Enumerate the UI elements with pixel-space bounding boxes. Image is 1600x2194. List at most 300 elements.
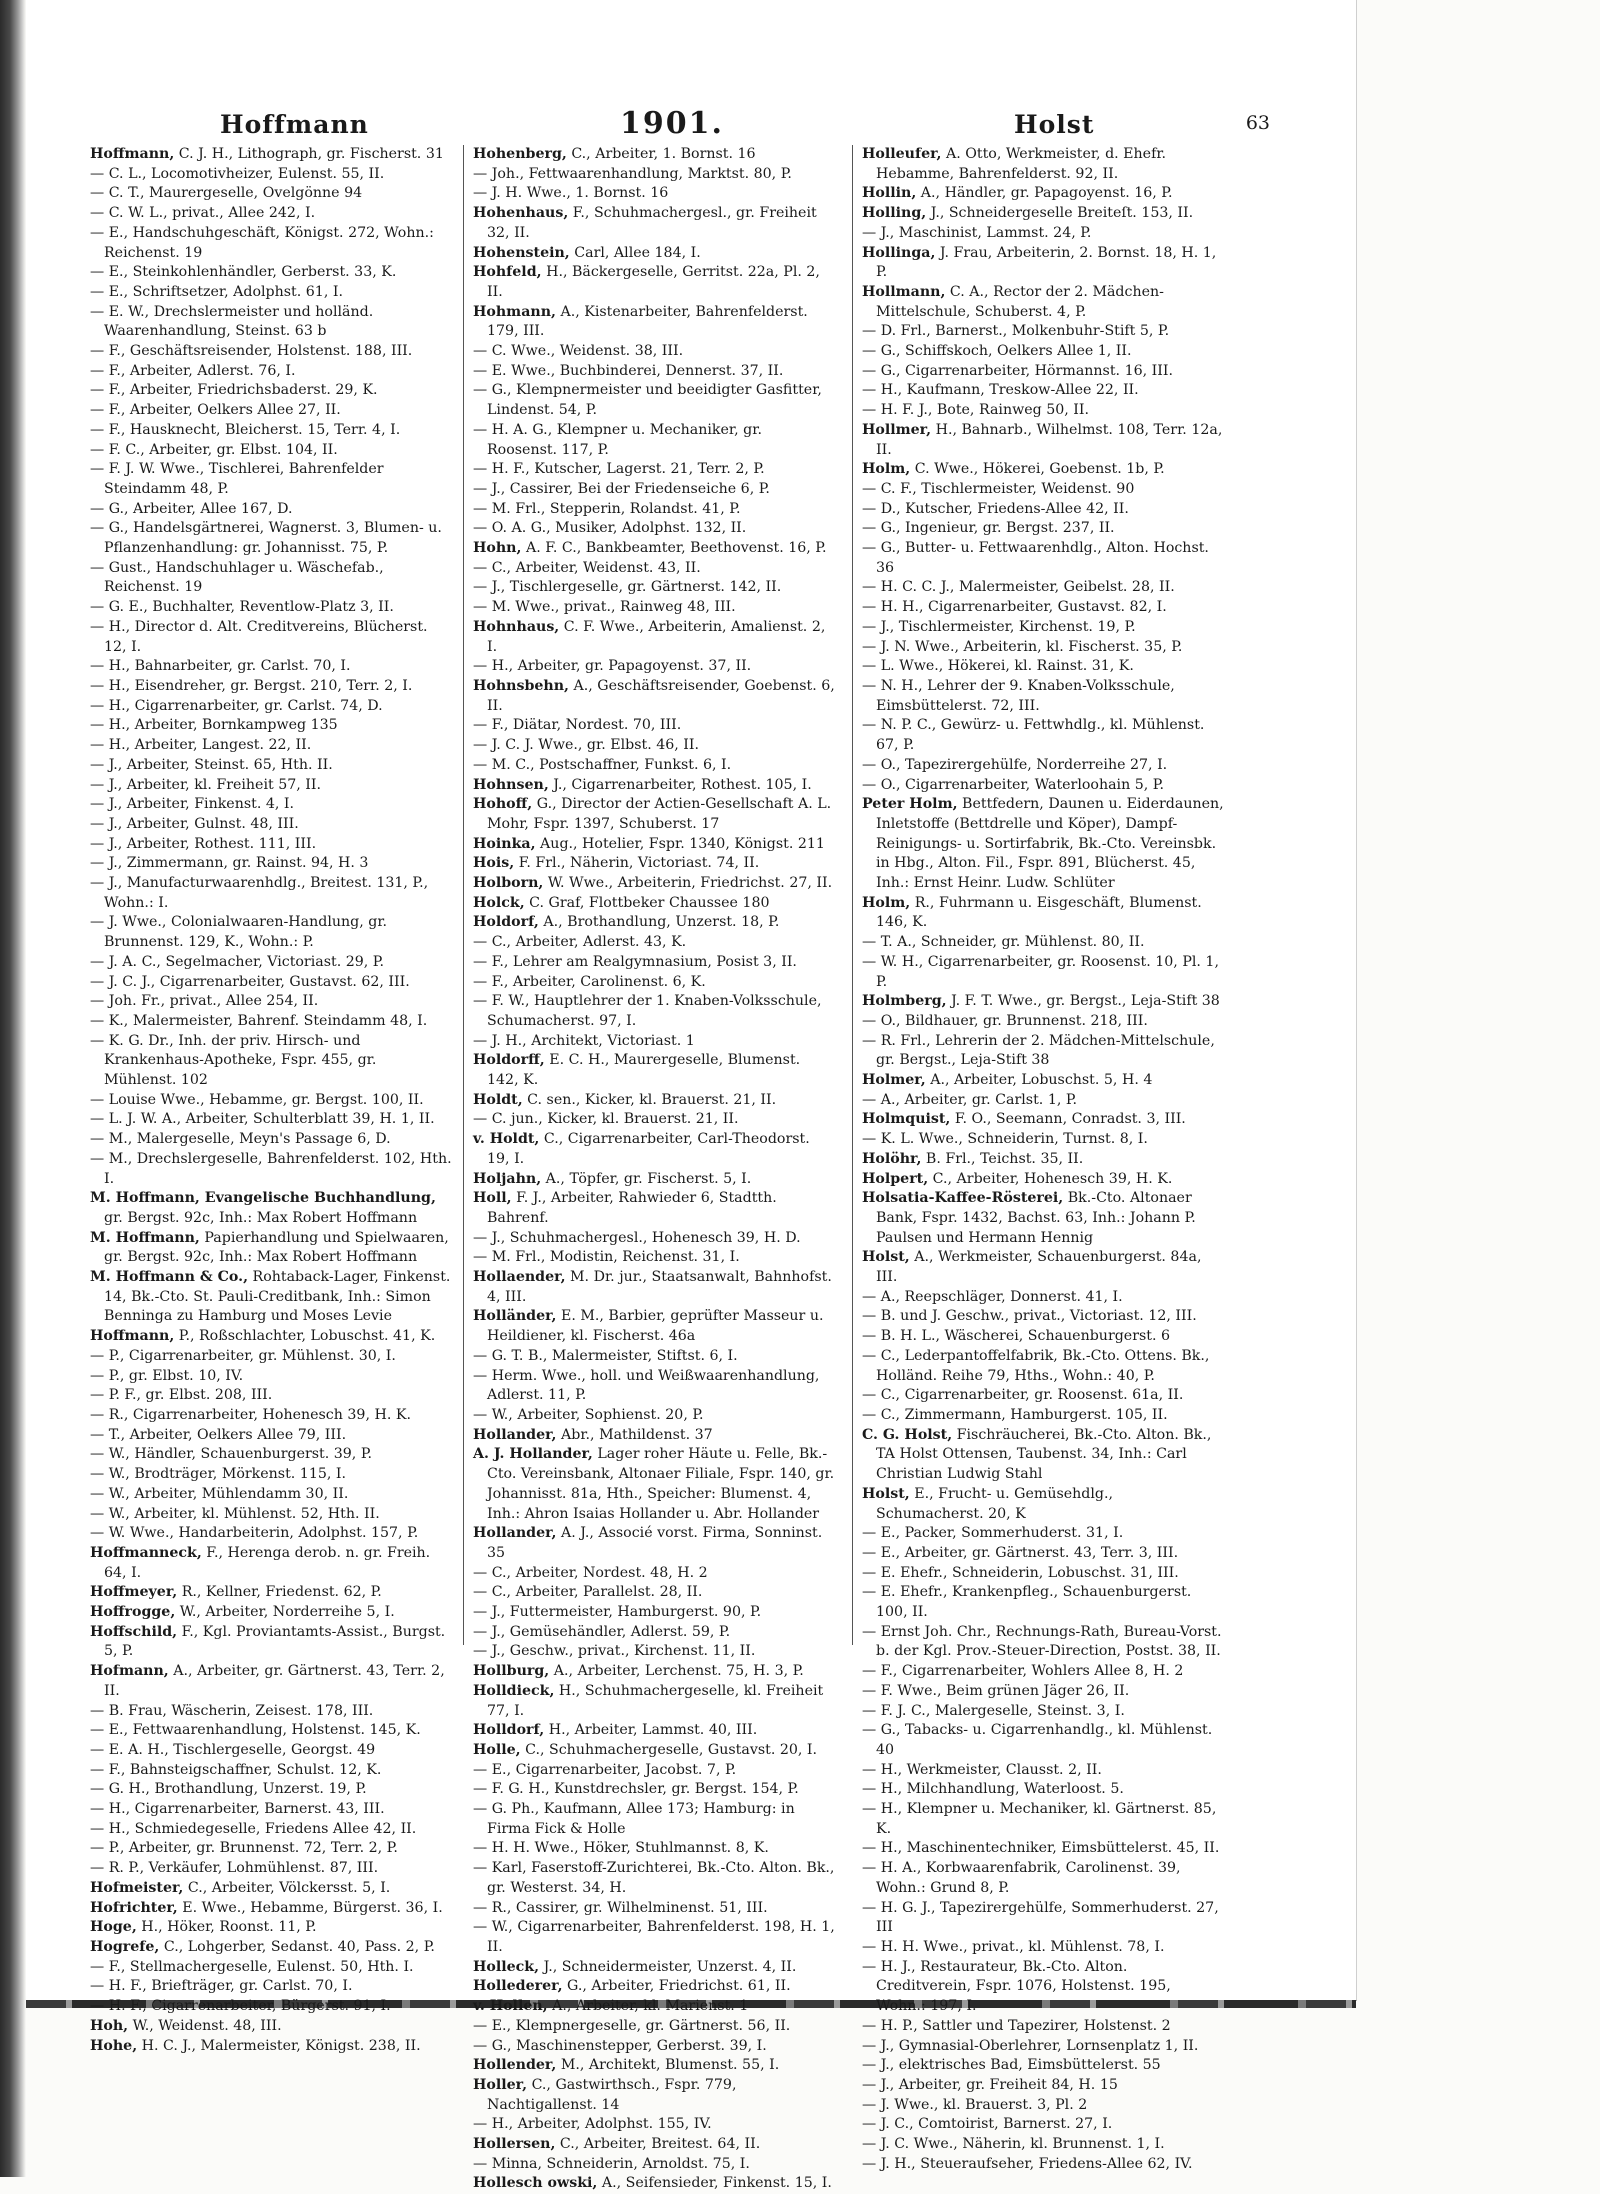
entry-details: M., Architekt, Blumenst. 55, I. xyxy=(556,2057,780,2074)
directory-entry xyxy=(862,1583,1224,1622)
directory-entry xyxy=(90,2037,452,2057)
entry-surname: Hoffrogge, xyxy=(90,1604,176,1621)
directory-entry xyxy=(90,1130,452,1150)
directory-entry xyxy=(90,1189,452,1228)
entry-surname: Holdt, xyxy=(473,1091,523,1108)
directory-entry xyxy=(90,756,452,776)
entry-details: — J., Arbeiter, Finkenst. 4, I. xyxy=(90,796,295,813)
directory-entry xyxy=(862,1288,1224,1308)
entry-details: — W., Arbeiter, Sophienst. 20, P. xyxy=(473,1407,704,1423)
entry-details: — K., Malermeister, Bahrenf. Steindamm 48, I. xyxy=(90,1012,428,1029)
entry-surname: Hollederer, xyxy=(473,1978,563,1995)
directory-entry xyxy=(473,1958,835,1978)
entry-details: C., Arbeiter, Breitest. 64, II. xyxy=(555,2136,761,2153)
directory-entry xyxy=(862,638,1224,658)
directory-entry xyxy=(90,342,452,362)
entry-details: — F., Lehrer am Realgymnasium, Posist 3, II. xyxy=(473,953,797,970)
directory-entry xyxy=(862,480,1224,500)
entry-details: — H., Bahnarbeiter, gr. Carlst. 70, I. xyxy=(90,658,351,675)
entry-details: A., Kistenarbeiter, Bahrenfelderst. 179, III. xyxy=(487,303,808,340)
directory-entry xyxy=(90,1623,452,1662)
directory-entry xyxy=(90,697,452,717)
entry-details: — J. C. J. Wwe., gr. Elbst. 46, II. xyxy=(473,737,700,754)
entry-details: F., Kgl. Proviantamts-Assist., Burgst. 5, P. xyxy=(104,1623,446,1660)
entry-surname: Hoffschild, xyxy=(90,1623,178,1640)
entry-details: Fischräucherei, Bk.-Cto. Alton. Bk., TA Holst Ottensen, Taubenst. 34, Inh.: Carl Christian Ludwig Stahl xyxy=(876,1426,1212,1483)
directory-entry xyxy=(473,1091,835,1111)
directory-entry xyxy=(862,1800,1224,1839)
directory-entry xyxy=(90,736,452,756)
directory-entry xyxy=(473,854,835,874)
entry-details: — J., Arbeiter, kl. Freiheit 57, II. xyxy=(90,776,321,793)
entry-details: C. Wwe., Hökerei, Goebenst. 1b, P. xyxy=(910,461,1165,478)
directory-entry xyxy=(473,1623,835,1643)
entry-details: R., Kellner, Friedenst. 62, P. xyxy=(177,1584,382,1601)
entry-surname: Hollender, xyxy=(473,2057,557,2074)
directory-entry xyxy=(473,2017,835,2037)
directory-entry xyxy=(862,1938,1224,1958)
directory-entry xyxy=(90,1465,452,1485)
entry-details: — E., Cigarrenarbeiter, Jacobst. 7, P. xyxy=(473,1761,737,1778)
directory-entry xyxy=(862,1721,1224,1760)
directory-entry xyxy=(90,1485,452,1505)
entry-details: — H., Eisendreher, gr. Bergst. 210, Terr. 2, I. xyxy=(90,677,413,694)
directory-entry xyxy=(90,874,452,913)
directory-entry xyxy=(862,381,1224,401)
entry-details: — Joh. Fr., privat., Allee 254, II. xyxy=(90,993,319,1010)
entry-details: C. F. Wwe., Arbeiterin, Amalienst. 2, I. xyxy=(487,618,826,655)
entry-details: — C. jun., Kicker, kl. Brauerst. 21, II. xyxy=(473,1111,739,1128)
entry-details: H., Höker, Roonst. 11, P. xyxy=(136,1919,317,1936)
entry-details: — F. J. W. Wwe., Tischlerei, Bahrenfelder Steindamm 48, P. xyxy=(90,461,384,497)
directory-entry xyxy=(90,1406,452,1426)
entry-details: — H., Arbeiter, gr. Papagoyenst. 37, II. xyxy=(473,658,752,675)
directory-entry xyxy=(90,224,452,263)
directory-entry xyxy=(90,1347,452,1367)
directory-entry xyxy=(90,184,452,204)
directory-entry xyxy=(90,1445,452,1465)
directory-entry xyxy=(90,559,452,598)
directory-entry xyxy=(473,1347,835,1367)
directory-entry xyxy=(473,736,835,756)
right-running-head: Holst xyxy=(1014,110,1095,139)
entry-surname: Holle, xyxy=(473,1741,521,1758)
entry-surname: Hohnsen, xyxy=(473,776,549,793)
entry-surname: Hohe, xyxy=(90,2037,138,2054)
entry-details: E. M., Barbier, geprüfter Masseur u. Heildiener, kl. Fischerst. 46a xyxy=(487,1308,824,1345)
entry-details: J. Frau, Arbeiterin, 2. Bornst. 18, H. 1, P. xyxy=(876,244,1217,281)
entry-surname: Hollmer, xyxy=(862,421,932,438)
entry-surname: Hollburg, xyxy=(473,1663,550,1680)
directory-entry xyxy=(862,244,1224,283)
entry-surname: M. Hoffmann & Co., xyxy=(90,1269,249,1286)
directory-column-3 xyxy=(862,145,1224,2174)
directory-entry xyxy=(90,1859,452,1879)
entry-details: — J., Arbeiter, gr. Freiheit 84, H. 15 xyxy=(862,2076,1118,2093)
entry-details: — M. Wwe., privat., Rainweg 48, III. xyxy=(473,599,736,616)
entry-details: — E., Packer, Sommerhuderst. 31, I. xyxy=(862,1525,1124,1542)
directory-entry xyxy=(473,992,835,1031)
directory-entry xyxy=(862,1248,1224,1287)
entry-details: — L. Wwe., Hökerei, kl. Rainst. 31, K. xyxy=(862,658,1134,675)
entry-details: W. Wwe., Arbeiterin, Friedrichst. 27, II. xyxy=(543,875,833,892)
directory-entry xyxy=(862,460,1224,480)
directory-entry xyxy=(473,204,835,243)
entry-surname: Hois, xyxy=(473,855,515,872)
entry-details: — J., Geschw., privat., Kirchenst. 11, II. xyxy=(473,1643,756,1660)
entry-surname: Hohfeld, xyxy=(473,264,542,281)
entry-details: — E., Schriftsetzer, Adolphst. 61, I. xyxy=(90,283,343,300)
directory-entry xyxy=(473,539,835,559)
entry-details: — J. C. J., Cigarrenarbeiter, Gustavst. 62, III. xyxy=(90,973,410,990)
entry-details: A., Geschäftsreisender, Goebenst. 6, II. xyxy=(487,677,835,714)
directory-entry xyxy=(473,1170,835,1190)
entry-details: — F., Bahnsteigschaffner, Schulst. 12, K. xyxy=(90,1761,382,1778)
directory-entry xyxy=(90,913,452,952)
entry-details: C. A., Rector der 2. Mädchen-Mittelschule, Schuberst. 4, P. xyxy=(876,283,1164,320)
entry-details: — P., Arbeiter, gr. Brunnenst. 72, Terr. 2, P. xyxy=(90,1840,398,1857)
entry-details: — H. P., Sattler und Tapezirer, Holstenst. 2 xyxy=(862,2017,1171,2034)
directory-entry xyxy=(473,598,835,618)
directory-entry xyxy=(473,894,835,914)
directory-entry xyxy=(862,519,1224,539)
entry-details: — Louise Wwe., Hebamme, gr. Bergst. 100, II. xyxy=(90,1091,424,1108)
directory-entry xyxy=(473,1307,835,1346)
entry-details: F., Schuhmachergesl., gr. Freiheit 32, II. xyxy=(487,205,817,241)
entry-details: — H., Arbeiter, Adolphst. 155, IV. xyxy=(473,2116,712,2133)
entry-details: F. Frl., Näherin, Victoriast. 74, II. xyxy=(514,855,760,872)
entry-details: H., Bahnarb., Wilhelmst. 108, Terr. 12a, II. xyxy=(876,421,1223,458)
entry-details: — Karl, Faserstoff-Zurichterei, Bk.-Cto. Alton. Bk., gr. Westerst. 34, H. xyxy=(473,1860,835,1896)
directory-entry xyxy=(862,283,1224,322)
entry-surname: C. G. Holst, xyxy=(862,1426,953,1443)
directory-entry xyxy=(90,776,452,796)
entry-details: Papierhandlung und Spielwaaren, gr. Bergst. 92c, Inh.: Max Robert Hoffmann xyxy=(104,1229,449,1266)
entry-details: — G., Maschinenstepper, Gerberst. 39, I. xyxy=(473,2037,767,2054)
entry-details: A., Händler, gr. Papagoyenst. 16, P. xyxy=(916,185,1173,202)
entry-details: — N. H., Lehrer der 9. Knaben-Volksschule, Eimsbüttelerst. 72, III. xyxy=(862,677,1175,714)
entry-details: — E., Klempnergeselle, gr. Gärtnerst. 56, II. xyxy=(473,2017,791,2034)
entry-surname: Hollander, xyxy=(473,1426,557,1443)
entry-surname: Holsatia-Kaffee-Rösterei, xyxy=(862,1190,1064,1207)
entry-details: — C. Wwe., Weidenst. 38, III. xyxy=(473,343,684,360)
directory-column-2 xyxy=(473,145,835,2194)
directory-entry xyxy=(862,1899,1224,1938)
directory-entry xyxy=(473,559,835,579)
entry-surname: Hofmeister, xyxy=(90,1879,184,1896)
entry-details: gr. Bergst. 92c, Inh.: Max Robert Hoffmann xyxy=(104,1209,418,1226)
entry-details: R., Fuhrmann u. Eisgeschäft, Blumenst. 146, K. xyxy=(876,894,1202,931)
directory-entry xyxy=(473,1524,835,1563)
directory-entry xyxy=(473,519,835,539)
directory-entry xyxy=(862,342,1224,362)
entry-surname: Hofrichter, xyxy=(90,1899,178,1916)
entry-details: W., Arbeiter, Norderreihe 5, I. xyxy=(175,1604,395,1621)
directory-entry xyxy=(473,1918,835,1957)
entry-surname: A. J. Hollander, xyxy=(473,1446,593,1463)
entry-details: C., Gastwirthsch., Fspr. 779, Nachtigallenst. 14 xyxy=(487,2076,737,2113)
directory-entry xyxy=(90,441,452,461)
directory-entry xyxy=(90,1997,452,2017)
directory-entry xyxy=(473,835,835,855)
entry-details: Bk.-Cto. Altonaer Bank, Fspr. 1432, Bachst. 63, Inh.: Johann P. Paulsen und Hermann Hennig xyxy=(876,1190,1196,1246)
directory-entry xyxy=(90,1741,452,1761)
entry-details: — C. F., Tischlermeister, Weidenst. 90 xyxy=(862,480,1135,497)
directory-entry xyxy=(862,1958,1224,2017)
directory-entry xyxy=(862,1662,1224,1682)
directory-entry xyxy=(473,1268,835,1307)
directory-entry xyxy=(473,953,835,973)
directory-entry xyxy=(90,854,452,874)
entry-details: — H., Cigarrenarbeiter, Barnerst. 43, III. xyxy=(90,1801,385,1818)
directory-entry xyxy=(90,1820,452,1840)
entry-surname: Hollesch owski, xyxy=(473,2175,598,2192)
directory-entry xyxy=(862,1564,1224,1584)
directory-entry xyxy=(90,1938,452,1958)
entry-details: — G., Ingenieur, gr. Bergst. 237, II. xyxy=(862,520,1115,537)
entry-details: — F. W., Hauptlehrer der 1. Knaben-Volksschule, Schumacherst. 97, I. xyxy=(473,993,822,1029)
entry-details: A. Otto, Werkmeister, d. Ehefr. Hebamme, Bahrenfelderst. 92, II. xyxy=(876,146,1167,182)
entry-details: — F., Arbeiter, Oelkers Allee 27, II. xyxy=(90,402,341,419)
entry-details: — C., Arbeiter, Parallelst. 28, II. xyxy=(473,1584,703,1601)
entry-details: — H. F., Cigarrenarbeiter, Bürgerst. 91, I. xyxy=(90,1998,391,2015)
entry-details: — J. H. Wwe., 1. Bornst. 16 xyxy=(473,185,669,202)
directory-entry xyxy=(862,362,1224,382)
entry-details: — J. C. Wwe., Näherin, kl. Brunnenst. 1, I. xyxy=(862,2136,1165,2153)
entry-details: — T., Arbeiter, Oelkers Allee 79, III. xyxy=(90,1426,347,1443)
directory-entry xyxy=(862,1327,1224,1347)
directory-entry xyxy=(90,618,452,657)
entry-details: A., Arbeiter, Lobuschst. 5, H. 4 xyxy=(925,1072,1153,1089)
entry-surname: Holjahn, xyxy=(473,1170,542,1187)
entry-details: — W., Arbeiter, Mühlendamm 30, II. xyxy=(90,1485,349,1502)
entry-details: — H., Kaufmann, Treskow-Allee 22, II. xyxy=(862,382,1139,399)
directory-entry xyxy=(473,933,835,953)
entry-surname: Hohenstein, xyxy=(473,244,570,261)
directory-entry xyxy=(862,1386,1224,1406)
directory-entry xyxy=(473,1780,835,1800)
directory-entry xyxy=(473,263,835,302)
page-header xyxy=(90,106,1270,146)
entry-details: — H. F., Briefträger, gr. Carlst. 70, I. xyxy=(90,1978,353,1995)
entry-surname: Holst, xyxy=(862,1249,910,1266)
entry-details: — M. C., Postschaffner, Funkst. 6, I. xyxy=(473,756,732,773)
entry-details: — E. Wwe., Buchbinderei, Dennerst. 37, II. xyxy=(473,362,784,379)
entry-details: — G., Handelsgärtnerei, Wagnerst. 3, Blumen- u. Pflanzenhandlung: gr. Johannisst. 75, P. xyxy=(90,520,442,557)
entry-details: — H. J., Restaurateur, Bk.-Cto. Alton. Creditverein, Fspr. 1076, Holstenst. 195, Wohn.: 197, I. xyxy=(862,1958,1171,2015)
entry-details: — E. A. H., Tischlergeselle, Georgst. 49 xyxy=(90,1741,376,1758)
directory-entry xyxy=(473,1229,835,1249)
directory-entry xyxy=(473,342,835,362)
entry-surname: Holmer, xyxy=(862,1072,926,1089)
directory-entry xyxy=(862,2135,1224,2155)
entry-details: G., Arbeiter, Friedrichst. 61, II. xyxy=(562,1978,791,1995)
entry-surname: Holdorf, xyxy=(473,914,539,931)
directory-entry xyxy=(862,1406,1224,1426)
entry-details: — H. A. G., Klempner u. Mechaniker, gr. Roosenst. 117, P. xyxy=(473,421,762,458)
entry-details: C. Graf, Flottbeker Chaussee 180 xyxy=(524,894,770,911)
directory-entry xyxy=(90,1544,452,1583)
entry-details: Aug., Hotelier, Fspr. 1340, Königst. 211 xyxy=(535,835,825,852)
directory-entry xyxy=(473,1130,835,1169)
directory-entry xyxy=(862,1130,1224,1150)
entry-details: — C., Arbeiter, Adlerst. 43, K. xyxy=(473,934,687,951)
entry-surname: Holländer, xyxy=(473,1308,557,1325)
directory-entry xyxy=(473,1662,835,1682)
entry-surname: Hoffmann, xyxy=(90,1328,175,1345)
directory-entry xyxy=(90,992,452,1012)
entry-details: — R. P., Verkäufer, Lohmühlenst. 87, III. xyxy=(90,1860,379,1877)
entry-surname: Holldorf, xyxy=(473,1722,545,1739)
entry-details: W., Weidenst. 48, III. xyxy=(128,2017,282,2034)
entry-surname: Hohenberg, xyxy=(473,146,567,162)
directory-entry xyxy=(473,480,835,500)
entry-surname: Hohenhaus, xyxy=(473,205,569,222)
entry-details: E. Wwe., Hebamme, Bürgerst. 36, I. xyxy=(177,1899,443,1916)
directory-entry xyxy=(862,1071,1224,1091)
directory-entry xyxy=(473,874,835,894)
left-running-head: Hoffmann xyxy=(220,110,369,139)
entry-details: — E. Ehefr., Krankenpfleg., Schauenburgerst. 100, II. xyxy=(862,1584,1192,1621)
entry-surname: Holleck, xyxy=(473,1958,540,1975)
entry-details: — F., Hausknecht, Bleicherst. 15, Terr. 4, I. xyxy=(90,421,401,438)
entry-details: — G. T. B., Malermeister, Stiftst. 6, I. xyxy=(473,1347,738,1364)
entry-details: — H. F., Kutscher, Lagerst. 21, Terr. 2, P. xyxy=(473,461,765,478)
directory-entry xyxy=(90,303,452,342)
directory-entry xyxy=(473,2115,835,2135)
entry-details: — Ernst Joh. Chr., Rechnungs-Rath, Bureau-Vorst. b. der Kgl. Prov.-Steuer-Direction, Postst. 38, II. xyxy=(862,1623,1222,1660)
entry-details: — C., Arbeiter, Nordest. 48, H. 2 xyxy=(473,1564,708,1581)
directory-entry xyxy=(862,2115,1224,2135)
entry-details: — J. N. Wwe., Arbeiterin, kl. Fischerst. 35, P. xyxy=(862,638,1183,655)
directory-entry xyxy=(90,401,452,421)
entry-details: J. F. T. Wwe., gr. Bergst., Leja-Stift 38 xyxy=(946,993,1220,1010)
entry-surname: Holldieck, xyxy=(473,1682,555,1699)
entry-details: — J. A. C., Segelmacher, Victoriast. 29, P. xyxy=(90,953,384,970)
directory-entry xyxy=(473,716,835,736)
entry-details: — Joh., Fettwaarenhandlung, Marktst. 80, P. xyxy=(473,165,792,182)
directory-entry xyxy=(473,1839,835,1859)
entry-details: E., Frucht- u. Gemüsehdlg., Schumacherst. 20, K xyxy=(876,1485,1114,1522)
entry-details: — F., Arbeiter, Friedrichsbaderst. 29, K. xyxy=(90,382,378,399)
directory-entry xyxy=(90,953,452,973)
directory-entry xyxy=(90,460,452,499)
directory-entry xyxy=(90,1583,452,1603)
directory-entry xyxy=(862,539,1224,578)
entry-details: — H., Director d. Alt. Creditvereins, Blücherst. 12, I. xyxy=(90,618,428,655)
entry-details: — R. Frl., Lehrerin der 2. Mädchen-Mittelschule, gr. Bergst., Leja-Stift 38 xyxy=(862,1032,1215,1069)
entry-details: — P., Cigarrenarbeiter, gr. Mühlenst. 30, I. xyxy=(90,1347,396,1364)
directory-entry xyxy=(473,184,835,204)
entry-details: A., Arbeiter, Lerchenst. 75, H. 3, P. xyxy=(549,1663,804,1680)
entry-details: — B. und J. Geschw., privat., Victoriast. 12, III. xyxy=(862,1308,1197,1325)
directory-entry xyxy=(473,460,835,480)
directory-entry xyxy=(862,1012,1224,1032)
directory-entry xyxy=(862,401,1224,421)
directory-entry xyxy=(862,1544,1224,1564)
entry-surname: Holpert, xyxy=(862,1170,929,1187)
entry-details: E. C. H., Maurergeselle, Blumenst. 142, K. xyxy=(487,1052,801,1089)
entry-surname: Hofmann, xyxy=(90,1663,169,1680)
entry-surname: Holmquist, xyxy=(862,1111,951,1128)
directory-entry xyxy=(862,184,1224,204)
entry-details: — R., Cigarrenarbeiter, Hohenesch 39, H. K. xyxy=(90,1407,411,1423)
directory-entry xyxy=(90,263,452,283)
directory-entry xyxy=(90,716,452,736)
directory-entry xyxy=(473,1603,835,1623)
directory-entry xyxy=(862,1426,1224,1485)
directory-entry xyxy=(90,1268,452,1327)
entry-surname: Hoinka, xyxy=(473,835,536,852)
entry-details: H., Bäckergeselle, Gerritst. 22a, Pl. 2, II. xyxy=(487,264,820,300)
entry-details: C. sen., Kicker, kl. Brauerst. 21, II. xyxy=(522,1091,777,1108)
directory-entry xyxy=(862,618,1224,638)
entry-surname: Hohnsbehn, xyxy=(473,677,570,694)
entry-surname: Hollaender, xyxy=(473,1269,566,1286)
directory-entry xyxy=(473,677,835,716)
entry-details: — F., Geschäftsreisender, Holstenst. 188, III. xyxy=(90,343,413,360)
entry-details: — O. A. G., Musiker, Adolphst. 132, II. xyxy=(473,520,747,537)
entry-details: — Gust., Handschuhlager u. Wäschefab., Reichenst. 19 xyxy=(90,559,384,596)
entry-details: — Minna, Schneiderin, Arnoldst. 75, I. xyxy=(473,2155,750,2172)
entry-details: — C., Cigarrenarbeiter, gr. Roosenst. 61a, II. xyxy=(862,1387,1184,1404)
entry-details: H., Schuhmachergeselle, kl. Freiheit 77, I. xyxy=(487,1682,824,1719)
directory-entry xyxy=(473,1899,835,1919)
directory-entry xyxy=(862,1307,1224,1327)
entry-details: A. J., Associé vorst. Firma, Sonninst. 35 xyxy=(487,1525,823,1561)
entry-details: — B. Frau, Wäscherin, Zeisest. 178, III. xyxy=(90,1702,374,1719)
directory-entry xyxy=(473,2037,835,2057)
entry-details: — H., Milchhandlung, Waterloost. 5. xyxy=(862,1781,1124,1798)
directory-entry xyxy=(90,1091,452,1111)
entry-details: — N. P. C., Gewürz- u. Fettwhdlg., kl. Mühlenst. 67, P. xyxy=(862,717,1205,754)
entry-details: — M., Drechslergeselle, Bahrenfelderst. 102, Hth. I. xyxy=(90,1150,452,1187)
directory-entry xyxy=(473,1445,835,1524)
entry-details: J., Schneidermeister, Unzerst. 4, II. xyxy=(539,1958,797,1975)
directory-entry xyxy=(862,1485,1224,1524)
entry-details: — M., Malergeselle, Meyn's Passage 6, D. xyxy=(90,1131,391,1148)
entry-details: — O., Bildhauer, gr. Brunnenst. 218, III. xyxy=(862,1012,1148,1029)
entry-details: — H., Werkmeister, Clausst. 2, II. xyxy=(862,1761,1102,1778)
entry-details: — G., Klempnermeister und beeidigter Gasfitter, Lindenst. 54, P. xyxy=(473,382,822,419)
directory-entry xyxy=(90,1012,452,1032)
directory-entry xyxy=(90,1761,452,1781)
page-number: 63 xyxy=(1245,112,1270,134)
entry-details: — H., Arbeiter, Bornkampweg 135 xyxy=(90,717,338,734)
directory-entry xyxy=(862,894,1224,933)
entry-surname: Hohnhaus, xyxy=(473,618,560,635)
directory-entry xyxy=(862,1702,1224,1722)
directory-entry xyxy=(473,1682,835,1721)
entry-details: — H. F. J., Bote, Rainweg 50, II. xyxy=(862,402,1090,419)
entry-details: H., Arbeiter, Lammst. 40, III. xyxy=(544,1722,758,1739)
book-binding-shadow xyxy=(0,0,26,2177)
directory-entry xyxy=(473,1189,835,1228)
directory-entry xyxy=(862,776,1224,796)
entry-details: C., Arbeiter, Völckersst. 5, I. xyxy=(183,1879,391,1896)
directory-entry xyxy=(473,145,835,165)
directory-entry xyxy=(473,657,835,677)
directory-entry xyxy=(90,973,452,993)
directory-entry xyxy=(862,2017,1224,2037)
column-divider xyxy=(852,145,853,1645)
entry-details: — E., Steinkohlenhändler, Gerberst. 33, K. xyxy=(90,264,397,281)
directory-entry xyxy=(90,677,452,697)
directory-entry xyxy=(473,1032,835,1052)
directory-entry xyxy=(473,165,835,185)
entry-surname: Hollmann, xyxy=(862,283,946,300)
directory-entry xyxy=(473,1741,835,1761)
